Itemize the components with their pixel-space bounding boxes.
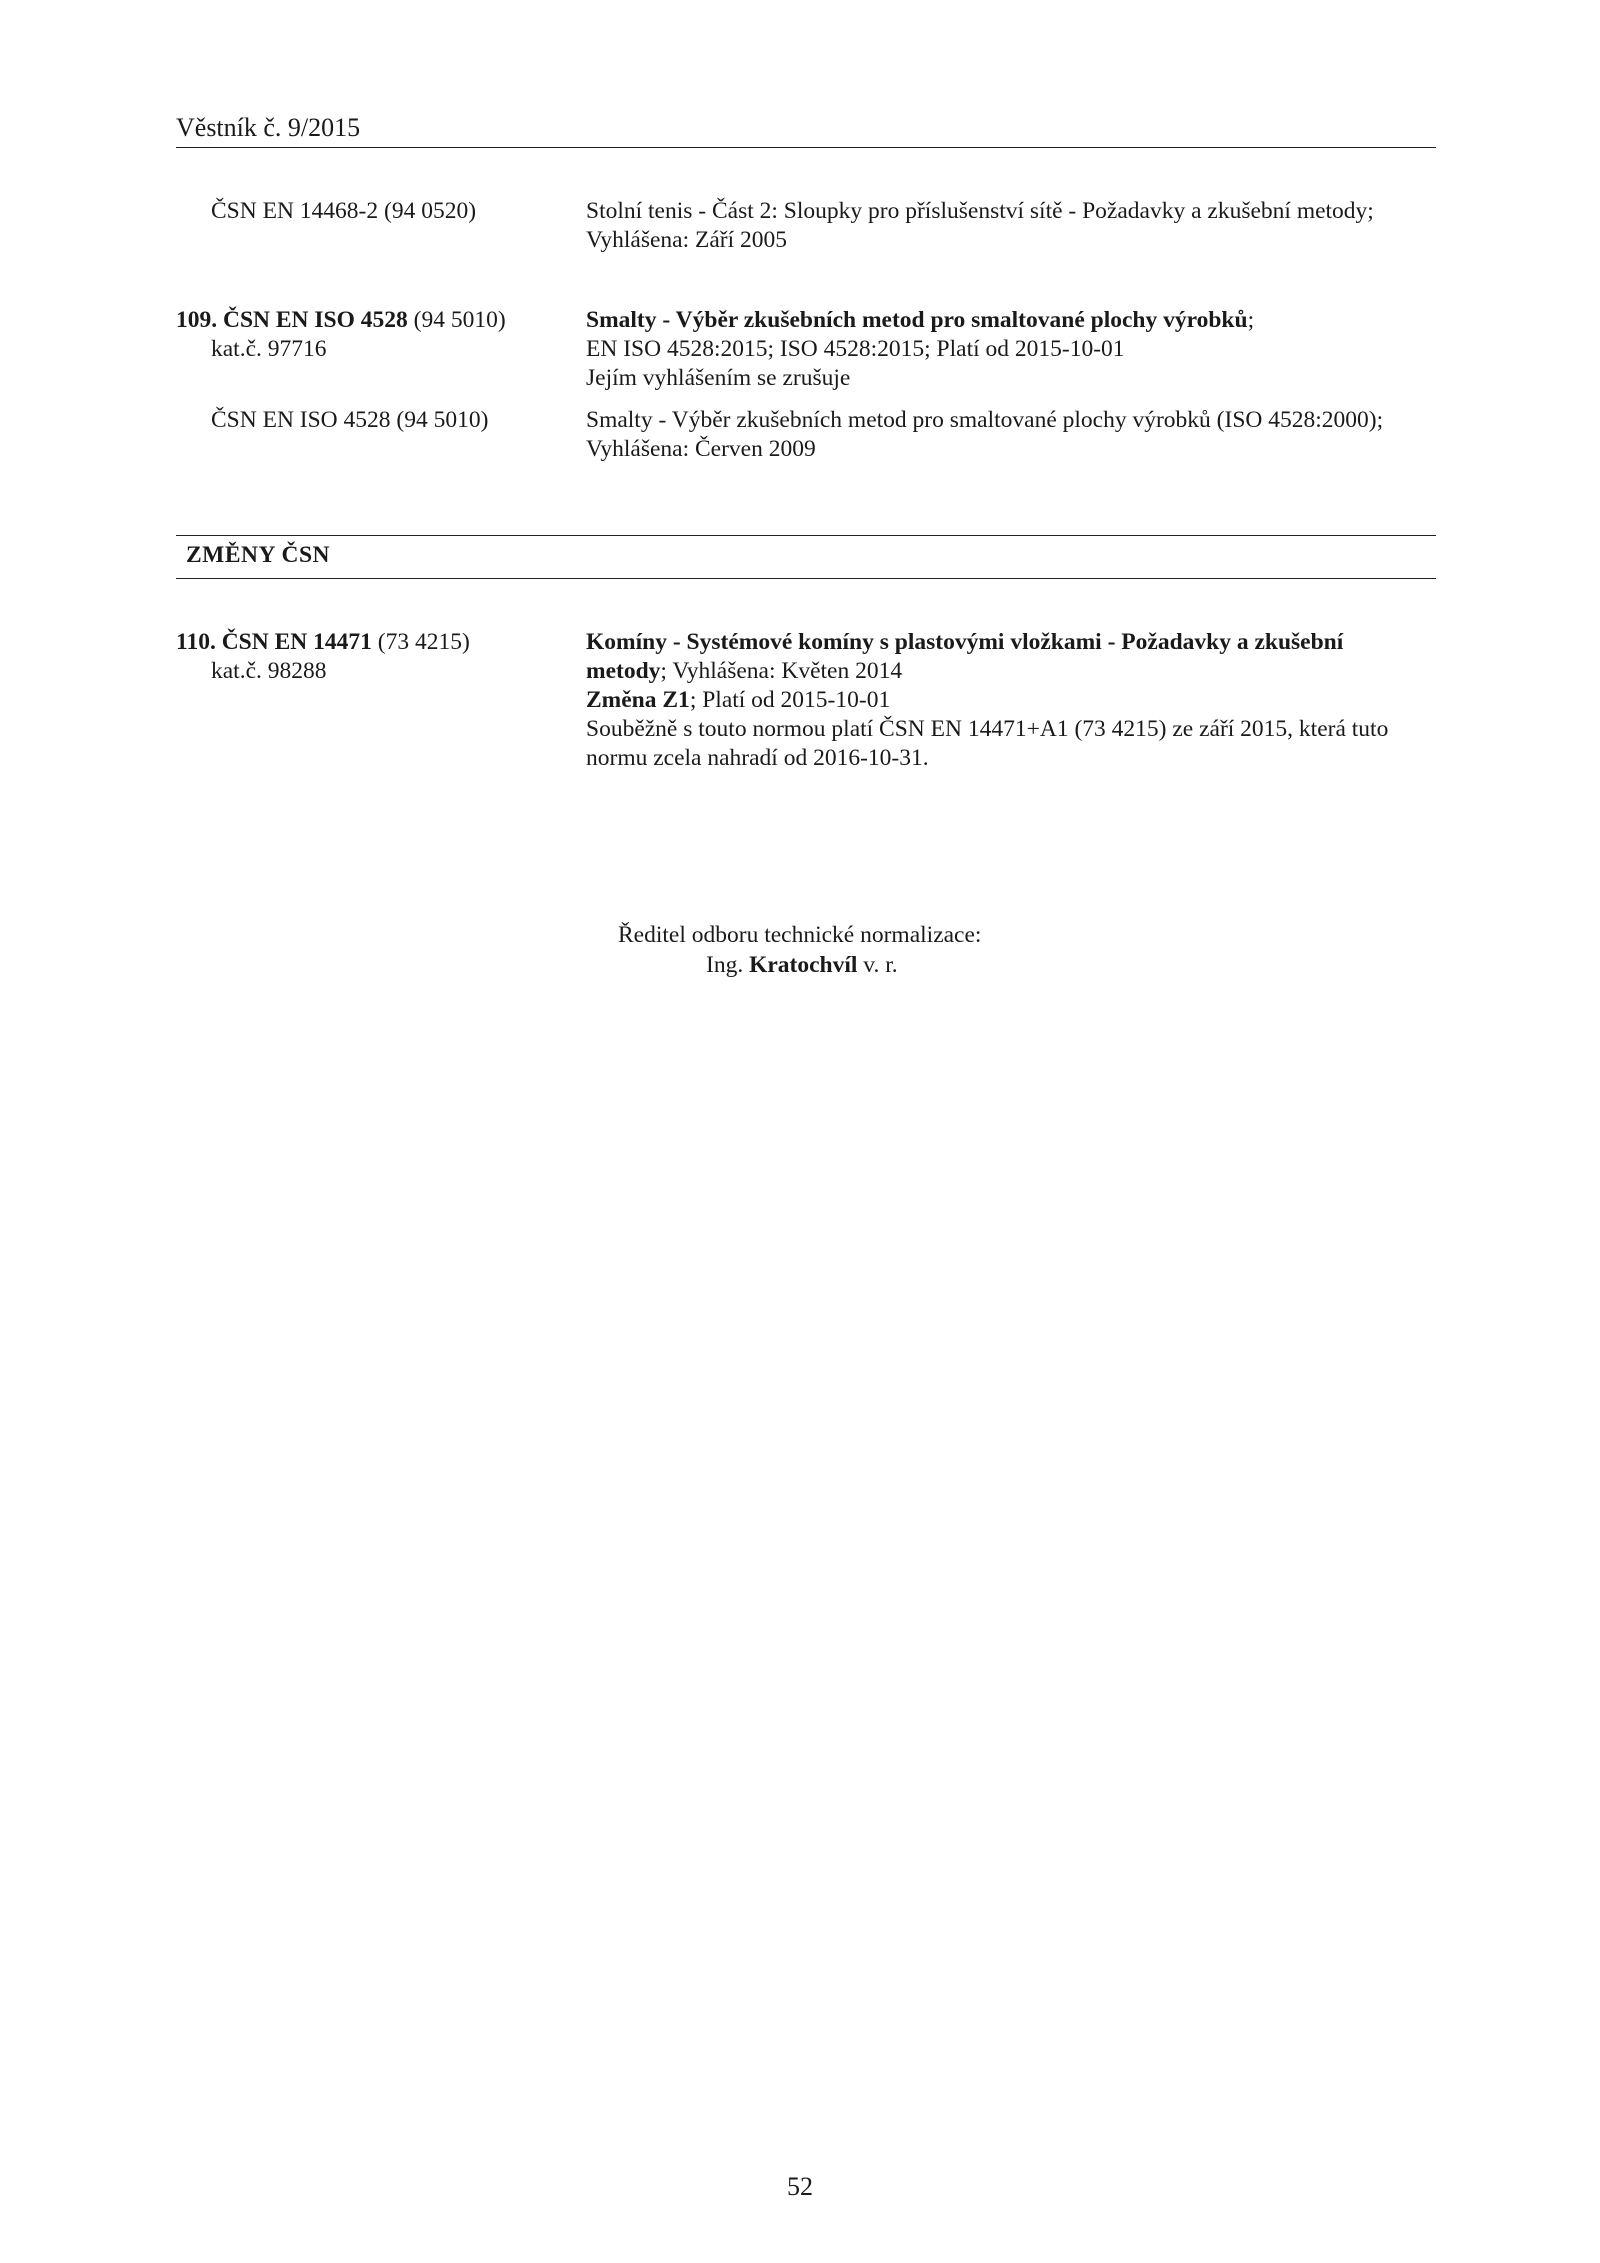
entry-right-column [586,197,1436,255]
entry-left-column [176,197,576,226]
section-heading-box [176,535,1436,579]
norm-references: EN ISO 4528:2015; ISO 4528:2015; Platí od 2015-10-01 [586,336,1125,362]
catalog-number: kat.č. 98288 [211,658,327,684]
page-number: 52 [787,2172,813,2201]
norm-title: Stolní tenis - Část 2: Sloupky pro příslušenství sítě - Požadavky a zkušební metody; [586,198,1374,224]
signature-name-line [706,950,898,980]
norm-title [586,306,1436,335]
entry-left-column [176,306,576,364]
norm-title-line-1: Komíny - Systémové komíny s plastovými vložkami - Požadavky a zkušební [586,629,1344,655]
norm-title-end: metody [586,658,661,684]
entry-left-column [176,406,576,435]
norm-note-line-1: Souběžně s touto normou platí ČSN EN 14471+A1 (73 4215) ze září 2015, která tuto [586,716,1389,742]
entry-right-column [586,628,1436,773]
entry-right-column [586,406,1436,464]
bulletin-title: Věstník č. 9/2015 [176,113,361,142]
signature-role: Ředitel odboru technické normalizace: [618,922,982,948]
norm-change [586,686,1436,715]
catalog-number: kat.č. 97716 [211,336,327,362]
section-heading: ZMĚNY ČSN [186,542,330,568]
norm-note-line-2: normu zcela nahradí od 2016-10-31. [586,745,929,771]
norm-number-code: 109. ČSN EN ISO 4528 [176,307,408,333]
page-header [176,111,1436,148]
norm-designation [176,306,576,335]
norm-designation [176,628,576,657]
signature-name: Kratochvíl [749,952,858,978]
norm-cancels: Jejím vyhlášením se zrušuje [586,365,851,391]
norm-announced: Vyhlášena: Září 2005 [586,227,788,253]
norm-title-line-2 [586,657,1436,686]
change-valid: ; Platí od 2015-10-01 [689,687,891,713]
norm-class: (73 4215) [371,629,470,655]
signature-suffix: v. r. [857,952,898,978]
norm-class: (94 5010) [407,307,506,333]
norm-title-text: Smalty - Výběr zkušebních metod pro smaltované plochy výrobků [586,307,1248,333]
norm-announced: ; Vyhlášena: Květen 2014 [660,658,903,684]
norm-title: Smalty - Výběr zkušebních metod pro smaltované plochy výrobků (ISO 4528:2000); [586,407,1384,433]
change-label: Změna Z1 [586,687,690,713]
norm-title-end: ; [1247,307,1255,333]
signature-prefix: Ing. [706,952,750,978]
norm-number-code: 110. ČSN EN 14471 [176,629,372,655]
entry-right-column [586,306,1436,393]
entry-left-column [176,628,576,686]
norm-announced: Vyhlášena: Červen 2009 [586,436,816,462]
norm-designation: ČSN EN 14468-2 (94 0520) [211,198,477,224]
norm-designation: ČSN EN ISO 4528 (94 5010) [211,407,489,433]
